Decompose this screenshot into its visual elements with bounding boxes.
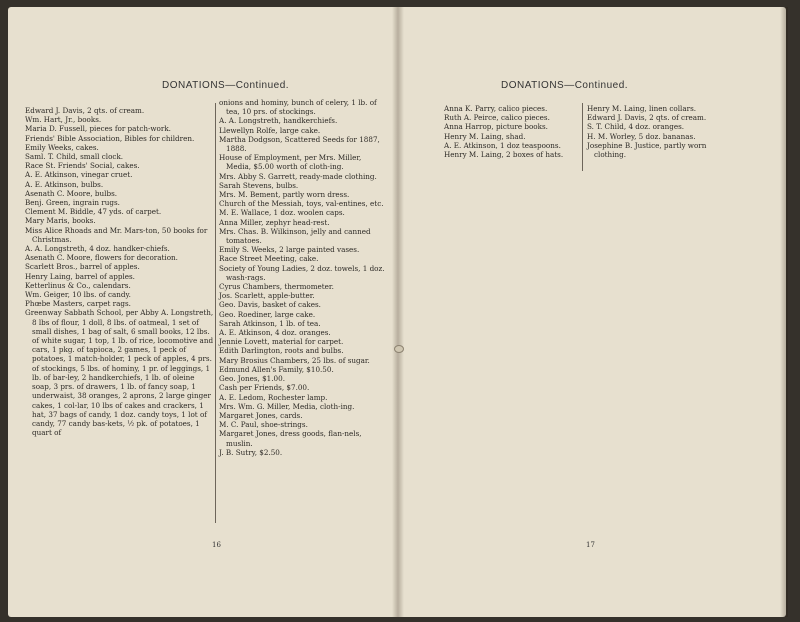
donation-entry: Miss Alice Rhoads and Mr. Mars-ton, 50 books for Christmas. <box>25 225 208 244</box>
donation-entry: Mary Brosius Chambers, 25 lbs. of sugar. <box>219 355 370 365</box>
donation-entry: Church of the Messiah, toys, val-entines, etc. <box>219 199 384 209</box>
left-page <box>8 7 398 617</box>
donation-entry: Ruth A. Peirce, calico pieces. <box>444 113 550 123</box>
donation-entry: A. E. Atkinson, 1 doz teaspoons. <box>444 140 561 150</box>
right-column-divider <box>582 103 583 171</box>
donation-entry: A. E. Atkinson, 4 doz. oranges. <box>219 328 331 338</box>
donation-entry: Maria D. Fussell, pieces for patch-work. <box>25 124 171 134</box>
donation-entry: Benj. Green, ingrain rugs. <box>25 198 120 208</box>
donation-entry: H. M. Worley, 5 doz. bananas. <box>587 131 696 141</box>
donation-entry: Saml. T. Child, small clock. <box>25 152 124 162</box>
donation-entry: Margaret Jones, dress goods, flan-nels, muslin. <box>219 429 362 448</box>
donation-entry: Emily S. Weeks, 2 large painted vases. <box>219 245 360 255</box>
donation-entry: Cash per Friends, $7.00. <box>219 383 310 393</box>
right-page <box>398 7 786 617</box>
donation-entry: Geo. Roediner, large cake. <box>219 309 316 319</box>
donation-entry: Martha Dodgson, Scattered Seeds for 1887, 1888. <box>219 134 380 154</box>
donation-entry: A. A. Longstreth, handkerchiefs. <box>219 116 338 126</box>
donation-entry: Geo. Davis, basket of cakes. <box>219 300 321 310</box>
donation-entry: Mrs. Wm. G. Miller, Media, cloth-ing. <box>219 401 355 411</box>
donation-entry: Race St. Friends' Social, cakes. <box>25 161 140 171</box>
donation-entry: A. E. Atkinson, bulbs. <box>25 179 104 189</box>
donation-entry: Mary Maris, books. <box>25 216 96 226</box>
donation-entry: Margaret Jones, cards. <box>219 410 303 420</box>
donation-entry: M. C. Paul, shoe-strings. <box>219 420 308 430</box>
donation-entry: Jennie Lovett, material for carpet. <box>219 337 344 347</box>
donation-entry: Cyrus Chambers, thermometer. <box>219 282 334 292</box>
donation-entry: Jos. Scarlett, apple-butter. <box>219 291 315 301</box>
donation-entry: Henry M. Laing, linen collars. <box>587 104 697 113</box>
donation-entry: Friends' Bible Association, Bibles for children. <box>25 133 195 143</box>
page-edge-shadow <box>780 7 788 617</box>
left-page-heading: DONATIONS—Continued. <box>162 80 290 91</box>
donation-entry: J. B. Sutry, $2.50. <box>219 447 283 457</box>
donation-entry: Society of Young Ladies, 2 doz. towels, 1 doz. wash-rags. <box>219 263 385 282</box>
donation-entry: Edith Darlington, roots and bulbs. <box>219 346 344 356</box>
donation-entry: Anna Harrop, picture books. <box>444 122 548 132</box>
left-column-divider <box>215 103 216 523</box>
donation-entry: Race Street Meeting, cake. <box>219 254 319 264</box>
donation-entry: Sarah Atkinson, 1 lb. of tea. <box>219 318 321 328</box>
donation-entry: Emily Weeks, cakes. <box>25 142 99 152</box>
donation-entry: Greenway Sabbath School, per Abby A. Longstreth, 8 lbs of flour, 1 doll, 8 lbs. of oatmeal, 1 set of small dishes, 1 bag of salt, 6 small books, 12 lbs. of white sugar, 1 top, 1 lb. of rice, locomotive and cars, 1 pkg. of tapioca, 2 games, 1 peck of potatoes, 1 match-holder, 1 peck of apples, 4 prs. of stockings, 5 lbs. of hominy, 1 pr. of leggings, 1 lb. of bar-ley, 2 handkerchiefs, 1 lb. of oleine soap, 3 prs. of drawers, 1 lb. of fancy soap, 1 underwaist, 38 oranges, 2 aprons, 2 large ginger cakes, 1 col-lar, 10 lbs of cakes and crackers, 1 hat, 37 bags of candy, 1 doz. candy toys, 1 lot of candy, 77 candy bas-kets, ½ pk. of potatoes, 1 quart of <box>25 308 214 438</box>
right-page-number: 17 <box>586 541 595 549</box>
donation-entry: M. E. Wallace, 1 doz. woolen caps. <box>219 208 345 218</box>
donation-entry: Llewellyn Rolfe, large cake. <box>219 125 321 135</box>
donation-entry: Wm. Geiger, 10 lbs. of candy. <box>25 290 131 300</box>
donation-entry: House of Employment, per Mrs. Miller, Media, $5.00 worth of cloth-ing. <box>219 153 362 172</box>
donation-entry: onions and hominy, bunch of celery, 1 lb. of tea, 10 prs. of stockings. <box>219 98 377 117</box>
left-column-1 <box>25 106 215 437</box>
donation-entry: Asenath C. Moore, bulbs. <box>25 188 118 198</box>
donation-entry: Henry M. Laing, shad. <box>444 131 526 141</box>
donation-entry: Geo. Jones, $1.00. <box>219 374 285 384</box>
book-spine <box>392 7 404 617</box>
donation-entry: A. E. Atkinson, vinegar cruet. <box>25 170 133 180</box>
donation-entry: Sarah Stevens, bulbs. <box>219 180 299 190</box>
donation-entry: Henry M. Laing, 2 boxes of hats. <box>444 150 564 160</box>
donation-entry: Scarlett Bros., barrel of apples. <box>25 262 140 272</box>
right-column-2 <box>587 104 732 159</box>
left-page-number: 16 <box>212 541 221 549</box>
donation-entry: S. T. Child, 4 doz. oranges. <box>587 122 685 132</box>
donation-entry: Mrs. M. Bement, partly worn dress. <box>219 190 350 200</box>
donation-entry: A. E. Ledom, Rochester lamp. <box>219 392 328 402</box>
donation-entry: Mrs. Chas. B. Wilkinson, jelly and canned tomatoes. <box>219 226 371 246</box>
donation-entry: Edmund Allen's Family, $10.50. <box>219 364 334 374</box>
donation-entry: Phœbe Masters, carpet rags. <box>25 299 131 309</box>
donation-entry: Asenath C. Moore, flowers for decoration. <box>25 253 178 263</box>
donation-entry: Henry Laing, barrel of apples. <box>25 271 135 281</box>
donation-entry: Mrs. Abby S. Garrett, ready-made clothing. <box>219 171 377 181</box>
right-page-heading: DONATIONS—Continued. <box>501 80 629 91</box>
donation-entry: Anna K. Parry, calico pieces. <box>444 104 548 113</box>
staple <box>394 345 404 353</box>
donation-entry: Josephine B. Justice, partly worn clothing. <box>587 140 707 160</box>
donation-entry: Clement M. Biddle, 47 yds. of carpet. <box>25 207 162 217</box>
donation-entry: Ketterlinus & Co., calendars. <box>25 280 131 290</box>
donation-entry: Wm. Hart, Jr., books. <box>25 115 102 125</box>
donation-entry: Edward J. Davis, 2 qts. of cream. <box>587 113 707 123</box>
donation-entry: Edward J. Davis, 2 qts. of cream. <box>25 106 145 115</box>
right-column-1 <box>444 104 582 159</box>
donation-entry: A. A. Longstreth, 4 doz. handker-chiefs. <box>25 244 170 254</box>
left-column-2 <box>219 98 386 457</box>
donation-entry: Anna Miller, zephyr head-rest. <box>219 217 330 227</box>
